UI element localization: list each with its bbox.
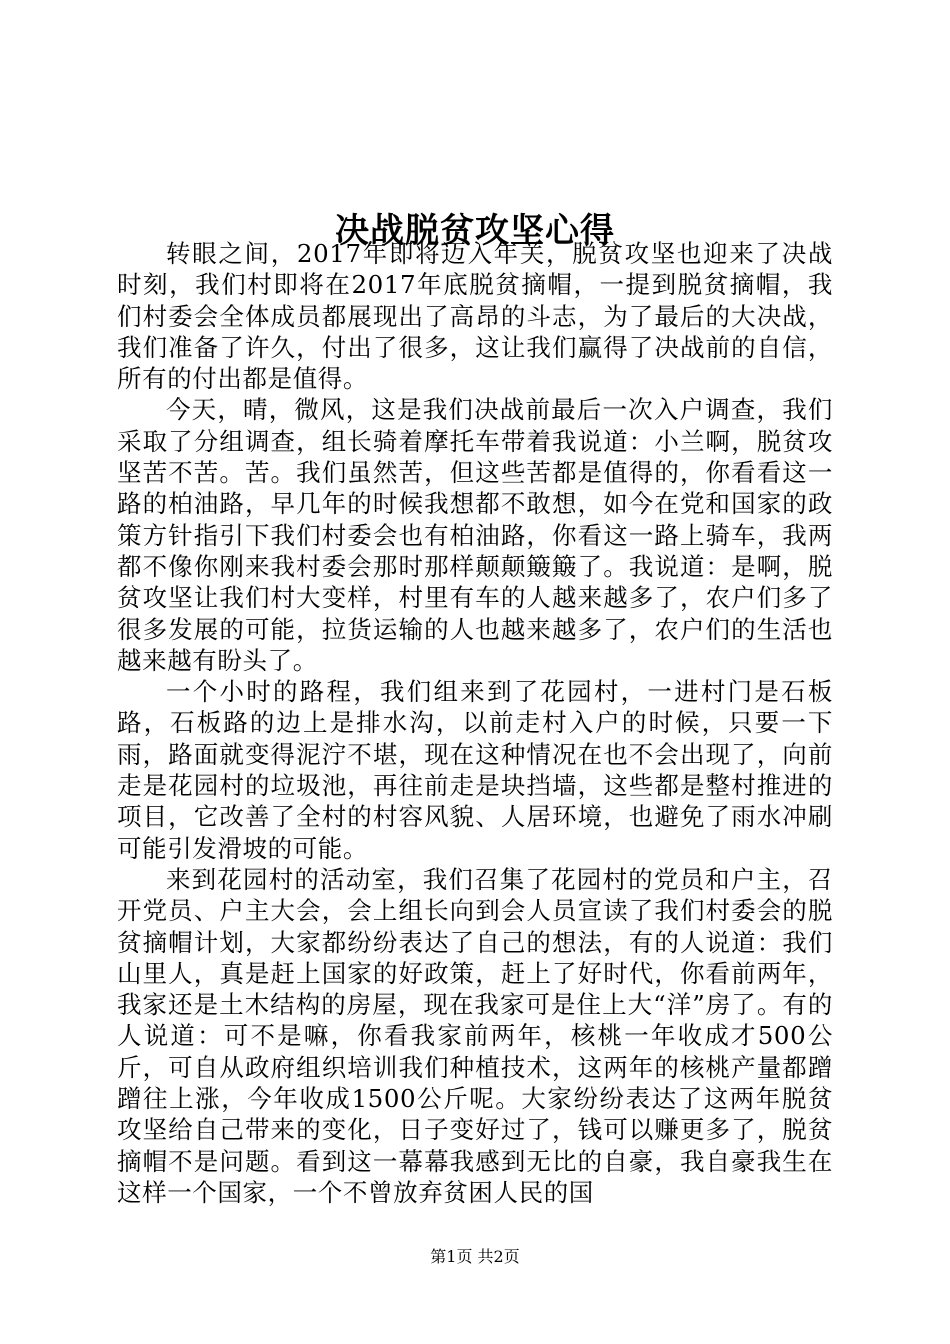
paragraph-2: 今天，晴，微风，这是我们决战前最后一次入户调查，我们采取了分组调查，组长骑着摩托车带着我说道：小兰啊，脱贫攻坚苦不苦。苦。我们虽然苦，但这些苦都是值得的，你看看这一路的柏油路，早几年的时候我想都不敢想，如今在党和国家的政策方针指引下我们村委会也有柏油路，你看这一路上骑车，我两都不像你刚来我村委会那时那样颠颠簸簸了。我说道：是啊，脱贫攻坚让我们村大变样，村里有车的人越来越多了，农户们多了很多发展的可能，拉货运输的人也越来越多了，农户们的生活也越来越有盼头了。 [117,395,833,675]
paragraph-3: 一个小时的路程，我们组来到了花园村，一进村门是石板路，石板路的边上是排水沟，以前走村入户的时候，只要一下雨，路面就变得泥泞不堪，现在这种情况在也不会出现了，向前走是花园村的垃圾池，再往前走是块挡墙，这些都是整村推进的项目，它改善了全村的村容风貌、人居环境，也避免了雨水冲刷可能引发滑坡的可能。 [117,677,833,863]
paragraph-1: 转眼之间，2017年即将迈入年关，脱贫攻坚也迎来了决战时刻，我们村即将在2017年底脱贫摘帽，一提到脱贫摘帽，我们村委会全体成员都展现出了高昂的斗志，为了最后的大决战，我们准备了许久，付出了很多，这让我们赢得了决战前的自信，所有的付出都是值得。 [117,239,833,394]
document-title: 决战脱贫攻坚心得 [335,210,615,251]
paragraph-4: 来到花园村的活动室，我们召集了花园村的党员和户主，召开党员、户主大会，会上组长向到会人员宣读了我们村委会的脱贫摘帽计划，大家都纷纷表达了自己的想法，有的人说道：我们山里人，真是赶上国家的好政策，赶上了好时代，你看前两年，我家还是土木结构的房屋，现在我家可是住上大“洋”房了。有的人说道：可不是嘛，你看我家前两年，核桃一年收成才500公斤，可自从政府组织培训我们种植技术，这两年的核桃产量都蹭蹭往上涨，今年收成1500公斤呢。大家纷纷表达了这两年脱贫攻坚给自己带来的变化，日子变好过了，钱可以赚更多了，脱贫摘帽不是问题。看到这一幕幕我感到无比的自豪，我自豪我生在这样一个国家，一个不曾放弃贫困人民的国 [117,864,833,1207]
page-footer: 第1页 共2页 [430,1247,520,1266]
document-body [117,238,833,1208]
